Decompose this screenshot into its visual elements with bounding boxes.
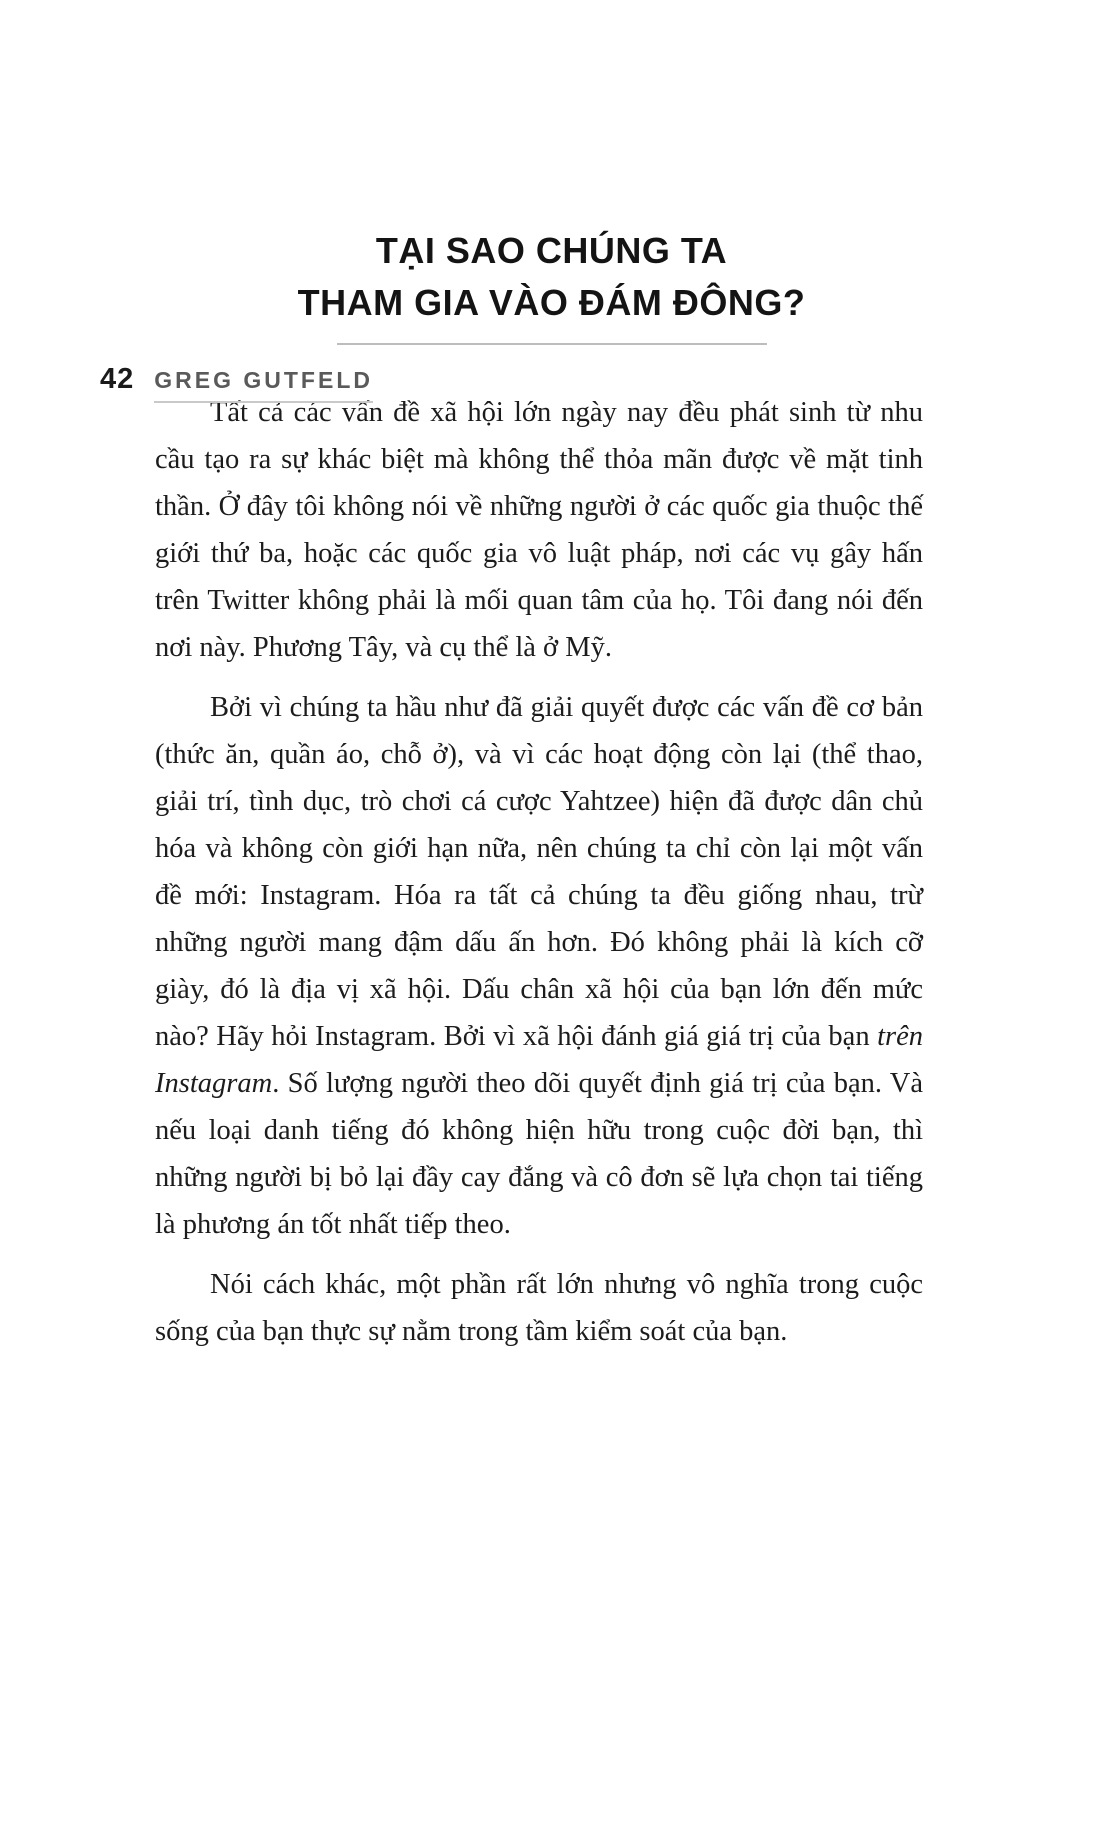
- paragraph-2-text-end: . Số lượng người theo dõi quyết định giá trị của bạn. Và nếu loại danh tiếng đó không hiện hữu trong cuộc đời bạn, thì những người bị bỏ lại đầy cay đắng và cô đơn sẽ lựa chọn tai tiếng là phương án tốt nhất tiếp theo.: [155, 1068, 923, 1240]
- chapter-title: [0, 225, 1103, 345]
- page-number: 42: [100, 363, 135, 395]
- paragraph-2-text-start: Bởi vì chúng ta hầu như đã giải quyết được các vấn đề cơ bản (thức ăn, quần áo, chỗ ở), và vì các hoạt động còn lại (thể thao, giải trí, tình dục, trò chơi cá cược Yahtzee) hiện đã được dân chủ hóa và không còn giới hạn nữa, nên chúng ta chỉ còn lại một vấn đề mới: Instagram. Hóa ra tất cả chúng ta đều giống nhau, trừ những người mang đậm dấu ấn hơn. Đó không phải là kích cỡ giày, đó là địa vị xã hội. Dấu chân xã hội của bạn lớn đến mức nào? Hãy hỏi Instagram. Bởi vì xã hội đánh giá giá trị của bạn: [155, 692, 923, 1052]
- body-text: [155, 389, 923, 1355]
- paragraph-2-italic-phrase: trên Instagram: [155, 1021, 923, 1099]
- paragraph-1: Tất cả các vấn đề xã hội lớn ngày nay đều phát sinh từ nhu cầu tạo ra sự khác biệt mà không thể thỏa mãn được về mặt tinh thần. Ở đây tôi không nói về những người ở các quốc gia thuộc thế giới thứ ba, hoặc các quốc gia vô luật pháp, nơi các vụ gây hấn trên Twitter không phải là mối quan tâm của họ. Tôi đang nói đến nơi này. Phương Tây, và cụ thể là ở Mỹ.: [155, 397, 923, 663]
- chapter-title-line-2: THAM GIA VÀO ĐÁM ĐÔNG?: [297, 282, 806, 323]
- title-underline-rule: [337, 343, 767, 345]
- paragraph-2: [155, 684, 923, 1248]
- running-header: [100, 363, 373, 403]
- paragraph-3: Nói cách khác, một phần rất lớn nhưng vô nghĩa trong cuộc sống của bạn thực sự nằm trong tầm kiểm soát của bạn.: [155, 1269, 923, 1347]
- book-page: [0, 225, 1103, 1840]
- author-name: GREG GUTFELD: [154, 367, 373, 403]
- chapter-title-line-1: TẠI SAO CHÚNG TA: [375, 230, 728, 271]
